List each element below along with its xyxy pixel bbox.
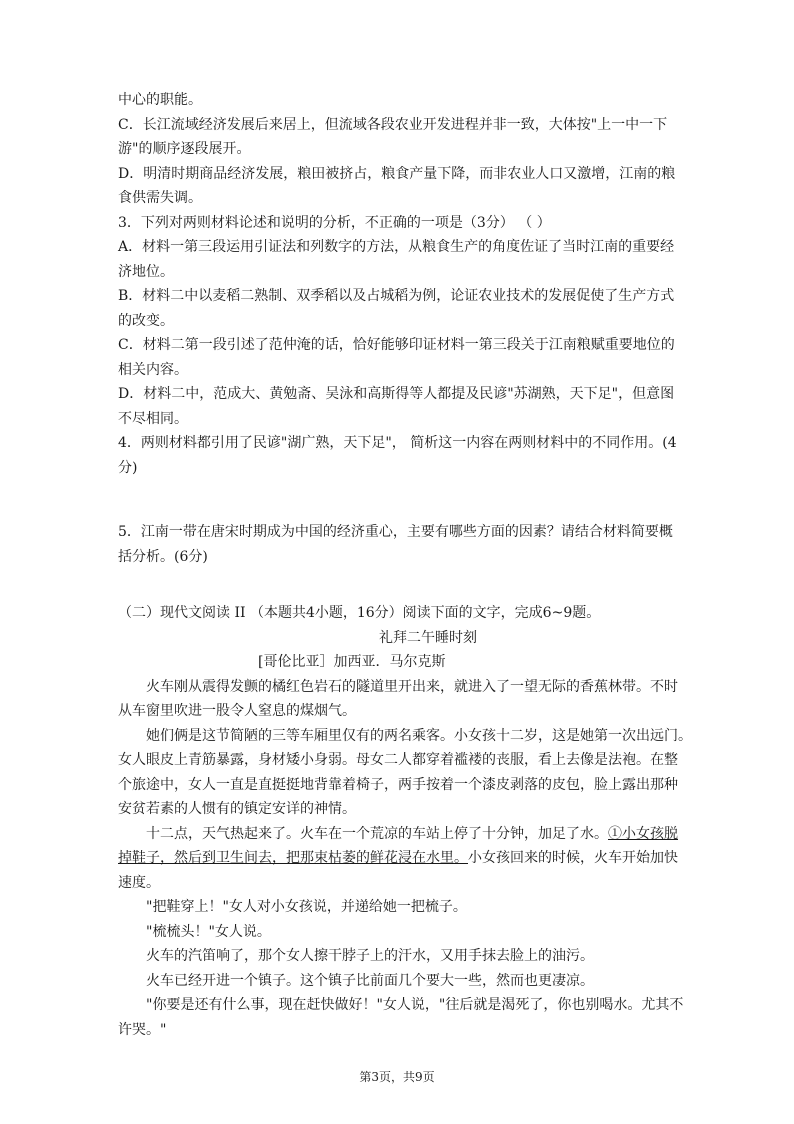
text-line: 济地位。 bbox=[118, 263, 174, 280]
question-3: 3．下列对两则材料论述和说明的分析，不正确的一项是（3分） （ ） bbox=[118, 214, 551, 231]
option-d-line: D．明清时期商品经济发展，粮田被挤占，粮食产量下降，而非农业人口又激增，江南的粮 bbox=[118, 165, 676, 182]
paragraph-line: 女人眼皮上青筋暴露，身材矮小身弱。母女二人都穿着褴褛的丧服，看上去像是法袍。在整 bbox=[118, 752, 678, 768]
q3-option-d: D．材料二中，范成大、黄勉斋、吴泳和高斯得等人都提及民谚"苏湖熟，天下足"，但意图 bbox=[118, 386, 675, 402]
paragraph-line bbox=[118, 822, 678, 847]
dialogue-line: "把鞋穿上！"女人对小女孩说，并递给她一把梳子。 bbox=[146, 899, 467, 915]
paragraph-line: 安贫若素的人惯有的镇定安详的神情。 bbox=[118, 801, 356, 817]
text-line: 的改变。 bbox=[118, 312, 174, 329]
answer-space bbox=[118, 569, 678, 601]
q3-option-b: B．材料二中以麦稻二熟制、双季稻以及占城稻为例，论证农业技术的发展促使了生产方式 bbox=[118, 288, 675, 304]
q3-option-a: A．材料一第三段运用引证法和列数字的方法，从粮食生产的角度佐证了当时江南的重要经 bbox=[118, 239, 675, 255]
text-line: 食供需失调。 bbox=[118, 190, 202, 206]
text-line: 游"的顺序逐段展开。 bbox=[118, 141, 251, 157]
paragraph-line: 从车窗里吹进一股令人窒息的煤烟气。 bbox=[118, 703, 356, 719]
underlined-sentence: 掉鞋子，然后到卫生间去，把那束枯萎的鲜花浸在水里。 bbox=[118, 850, 468, 866]
story-title: 礼拜二午睡时刻 bbox=[379, 629, 477, 646]
text-line: 不尽相同。 bbox=[118, 410, 188, 427]
text-line: 中心的职能。 bbox=[118, 92, 202, 108]
paragraph-text: 小女孩回来的时候，火车开始加快 bbox=[468, 850, 678, 866]
paragraph-line: 火车已经开进一个镇子。这个镇子比前面几个要大一些，然而也更凄凉。 bbox=[146, 972, 594, 989]
paragraph-line: 火车的汽笛响了，那个女人擦干脖子上的汗水，又用手抹去脸上的油污。 bbox=[146, 948, 594, 964]
dialogue-line: "你要是还有什么事，现在赶快做好！"女人说，"往后就是渴死了，你也别喝水。尤其不 bbox=[146, 997, 684, 1013]
q3-option-c: C．材料二第一段引述了范仲淹的话，恰好能够印证材料一第三段关于江南粮赋重要地位的 bbox=[118, 337, 675, 353]
paragraph-line: 速度。 bbox=[118, 874, 160, 891]
paragraph-text: 十二点，天气热起来了。火车在一个荒凉的车站上停了十分钟，加足了水。 bbox=[146, 825, 608, 842]
story-author: [哥伦比亚］加西亚．马尔克斯 bbox=[258, 654, 446, 670]
page-body bbox=[118, 88, 692, 1042]
question-4: 4．两则材料都引用了民谚"湖广熟，天下足"， 简析这一内容在两则材料中的不同作用。(4 bbox=[118, 435, 677, 451]
answer-space bbox=[118, 480, 678, 520]
dialogue-line: "梳梳头！"女人说。 bbox=[146, 923, 271, 940]
underlined-sentence: ①小女孩脱 bbox=[608, 825, 678, 842]
paragraph-line: 她们俩是这节简陋的三等车厢里仅有的两名乘客。小女孩十二岁，这是她第一次出远门。 bbox=[146, 727, 692, 744]
option-c-line: C．长江流域经济发展后来居上，但流域各段农业开发进程并非一致，大体按"上一中一下 bbox=[118, 116, 668, 133]
text-line: 括分析。(6分) bbox=[118, 548, 208, 565]
text-line: 分) bbox=[118, 459, 138, 476]
dialogue-line: 许哭。" bbox=[118, 1021, 167, 1038]
paragraph-line bbox=[118, 846, 678, 871]
page-number-footer: 第3页，共9页 bbox=[359, 1070, 435, 1084]
text-line: 相关内容。 bbox=[118, 361, 188, 378]
question-5: 5．江南一带在唐宋时期成为中国的经济重心，主要有哪些方面的因素？请结合材料简要概 bbox=[118, 524, 673, 540]
paragraph-line: 个旅途中，女人一直是直挺挺地背靠着椅子，两手按着一个漆皮剥落的皮包，脸上露出那种 bbox=[118, 776, 678, 793]
paragraph-line: 火车刚从震得发颤的橘红色岩石的隧道里开出来，就进入了一望无际的香蕉林带。不时 bbox=[146, 678, 678, 695]
section-heading: （二）现代文阅读 II （本题共4小题，16分）阅读下面的文字，完成6~9题。 bbox=[118, 605, 601, 621]
